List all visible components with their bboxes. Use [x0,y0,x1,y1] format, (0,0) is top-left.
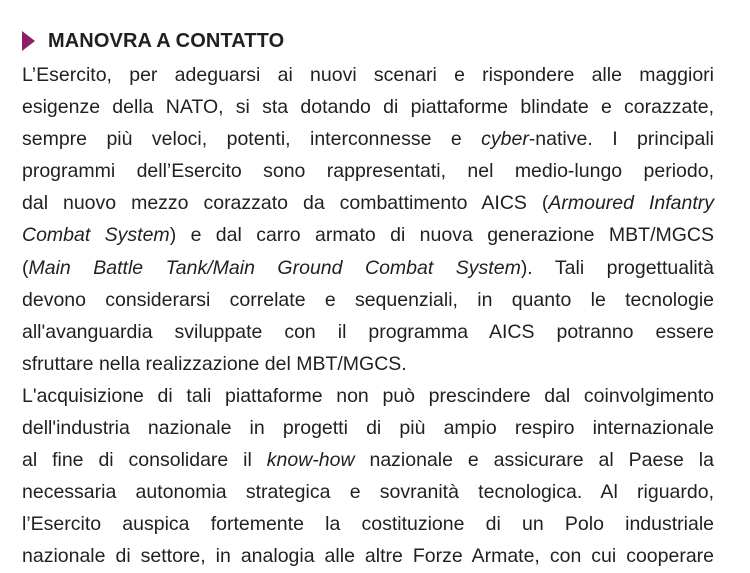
text-run: nazionale di settore, in analogia alle altre Forze Armate, con cui cooperare [22,545,714,568]
text-run: nazionale e assicurare al Paese la [354,449,714,472]
italic-run: Combat System [22,224,170,247]
text-run: esigenze della NATO, si sta dotando di piattaforme blindate e corazzate, [22,96,714,119]
text-run: sfruttare nella realizzazione del MBT/MGCS. [22,352,407,375]
text-run: all'avanguardia sviluppate con il programma AICS potranno essere [22,320,714,343]
text-line-content [22,417,714,439]
text-line-content [22,353,407,375]
text-run: dell'industria nazionale in progetti di più ampio respiro internazionale [22,417,714,440]
text-line [22,476,714,508]
text-line-content [22,321,714,343]
text-line-content [22,513,714,535]
italic-run: Main Battle Tank/Main Ground Combat System [28,256,521,279]
text-run: sempre più veloci, potenti, interconnesse e [22,128,482,151]
text-run: ). Tali progettualità [520,256,714,279]
text-run: programmi dell’Esercito sono rappresentati, nel medio-lungo periodo, [22,160,714,183]
paragraph-1 [22,59,714,380]
text-run: ) e dal carro armato di nuova generazione MBT/MGCS [169,224,714,247]
text-line-content [22,128,714,150]
italic-run: cyber [481,128,529,151]
text-run: ( [22,256,29,279]
text-line [22,155,714,187]
italic-run: know-how [266,449,355,472]
text-line-content [22,289,714,311]
italic-run: Armoured Infantry [548,192,714,215]
document-page [22,26,714,573]
section-heading [22,26,714,56]
text-line-content [22,192,714,214]
text-line [22,348,714,380]
text-line [22,540,714,572]
text-line-content [22,160,714,182]
text-line-content [22,64,714,86]
text-line-content [22,96,714,118]
text-line-content [22,481,714,503]
triangle-marker-icon [22,31,35,51]
text-line [22,284,714,316]
section-title: MANOVRA A CONTATTO [48,29,285,52]
text-line-content [22,545,714,567]
text-run: devono considerarsi correlate e sequenziali, in quanto le tecnologie [22,288,714,311]
text-line [22,508,714,540]
text-line [22,91,714,123]
text-line [22,380,714,412]
text-line [22,59,714,91]
text-line [22,187,714,219]
text-run: al fine di consolidare il [22,449,267,472]
paragraph-2 [22,380,714,573]
text-line-content [22,385,714,407]
text-line [22,412,714,444]
text-line [22,444,714,476]
text-run: -native. I principali [528,128,714,151]
text-run: L’Esercito, per adeguarsi ai nuovi scenari e rispondere alle maggiori [22,64,714,86]
text-line [22,252,714,284]
text-line [22,219,714,251]
text-line [22,316,714,348]
text-line-content [22,449,714,471]
text-line [22,123,714,155]
text-line-content [22,257,714,279]
text-run: l’Esercito auspica fortemente la costituzione di un Polo industriale [22,513,714,536]
text-run: dal nuovo mezzo corazzato da combattimento AICS ( [22,192,549,215]
text-run: L'acquisizione di tali piattaforme non può prescindere dal coinvolgimento [22,384,714,407]
text-line-content [22,224,714,246]
text-run: necessaria autonomia strategica e sovranità tecnologica. Al riguardo, [22,481,714,504]
